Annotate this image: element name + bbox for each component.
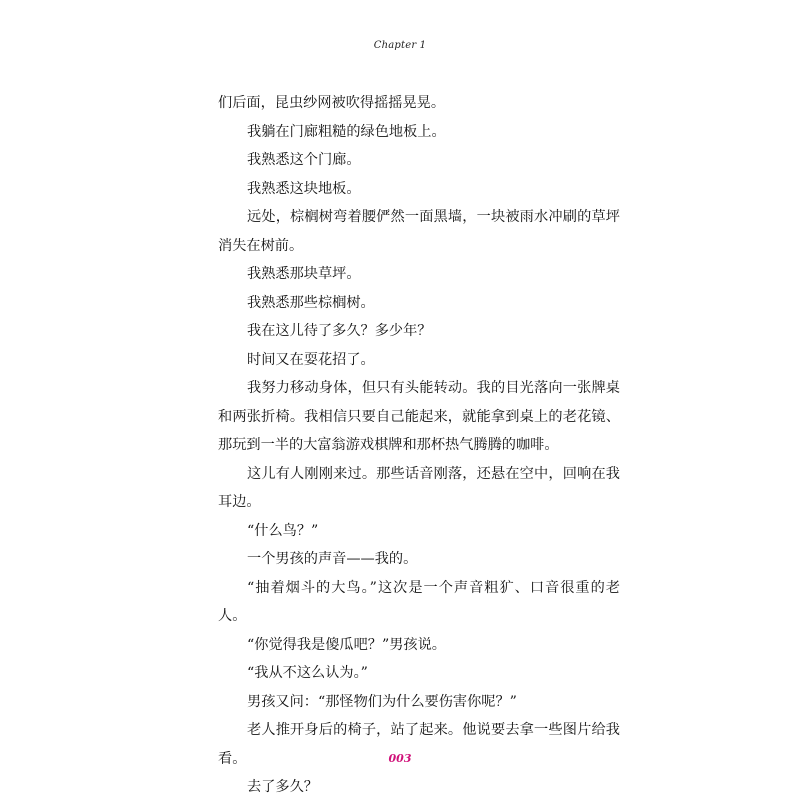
paragraph: 我熟悉这块地板。 (247, 180, 361, 197)
paragraph: 男孩又问：“那怪物们为什么要伤害你呢？” (247, 693, 517, 710)
body-text (218, 89, 620, 802)
paragraph: 时间又在耍花招了。 (247, 351, 375, 368)
paragraph: 我躺在门廊粗糙的绿色地板上。 (247, 123, 446, 140)
paragraph: 一个男孩的声音——我的。 (247, 551, 418, 567)
paragraph: 这儿有人刚刚来过。那些话音刚落，还悬在空中，回响在我耳边。 (218, 465, 620, 510)
paragraph: “我从不这么认为。” (247, 665, 368, 681)
paragraph: 我努力移动身体，但只有头能转动。我的目光落向一张牌桌和两张折椅。我相信只要自己能起来，就能拿到桌上的老花镜、那玩到一半的大富翁游戏棋牌和那杯热气腾腾的咖啡。 (218, 380, 620, 453)
chapter-header: Chapter 1 (373, 40, 427, 51)
paragraph: 我熟悉那块草坪。 (247, 266, 361, 282)
paragraph: “什么鸟？” (247, 522, 319, 539)
page-number: 003 (388, 752, 412, 765)
paragraph: 们后面，昆虫纱网被吹得摇摇晃晃。 (218, 95, 446, 111)
paragraph: 我熟悉那些棕榈树。 (247, 294, 375, 311)
paragraph: “抽着烟斗的大鸟。”这次是一个声音粗犷、口音很重的老人。 (218, 579, 620, 624)
paragraph: 我在这儿待了多久？多少年？ (247, 323, 432, 339)
paragraph: “你觉得我是傻瓜吧？”男孩说。 (247, 636, 446, 653)
paragraph: 远处，棕榈树弯着腰俨然一面黑墙，一块被雨水冲刷的草坪消失在树前。 (218, 209, 620, 254)
paragraph: 我熟悉这个门廊。 (247, 152, 361, 168)
paragraph: 去了多久？ (247, 779, 318, 795)
paragraph: 老人推开身后的椅子，站了起来。他说要去拿一些图片给我看。 (218, 722, 620, 767)
